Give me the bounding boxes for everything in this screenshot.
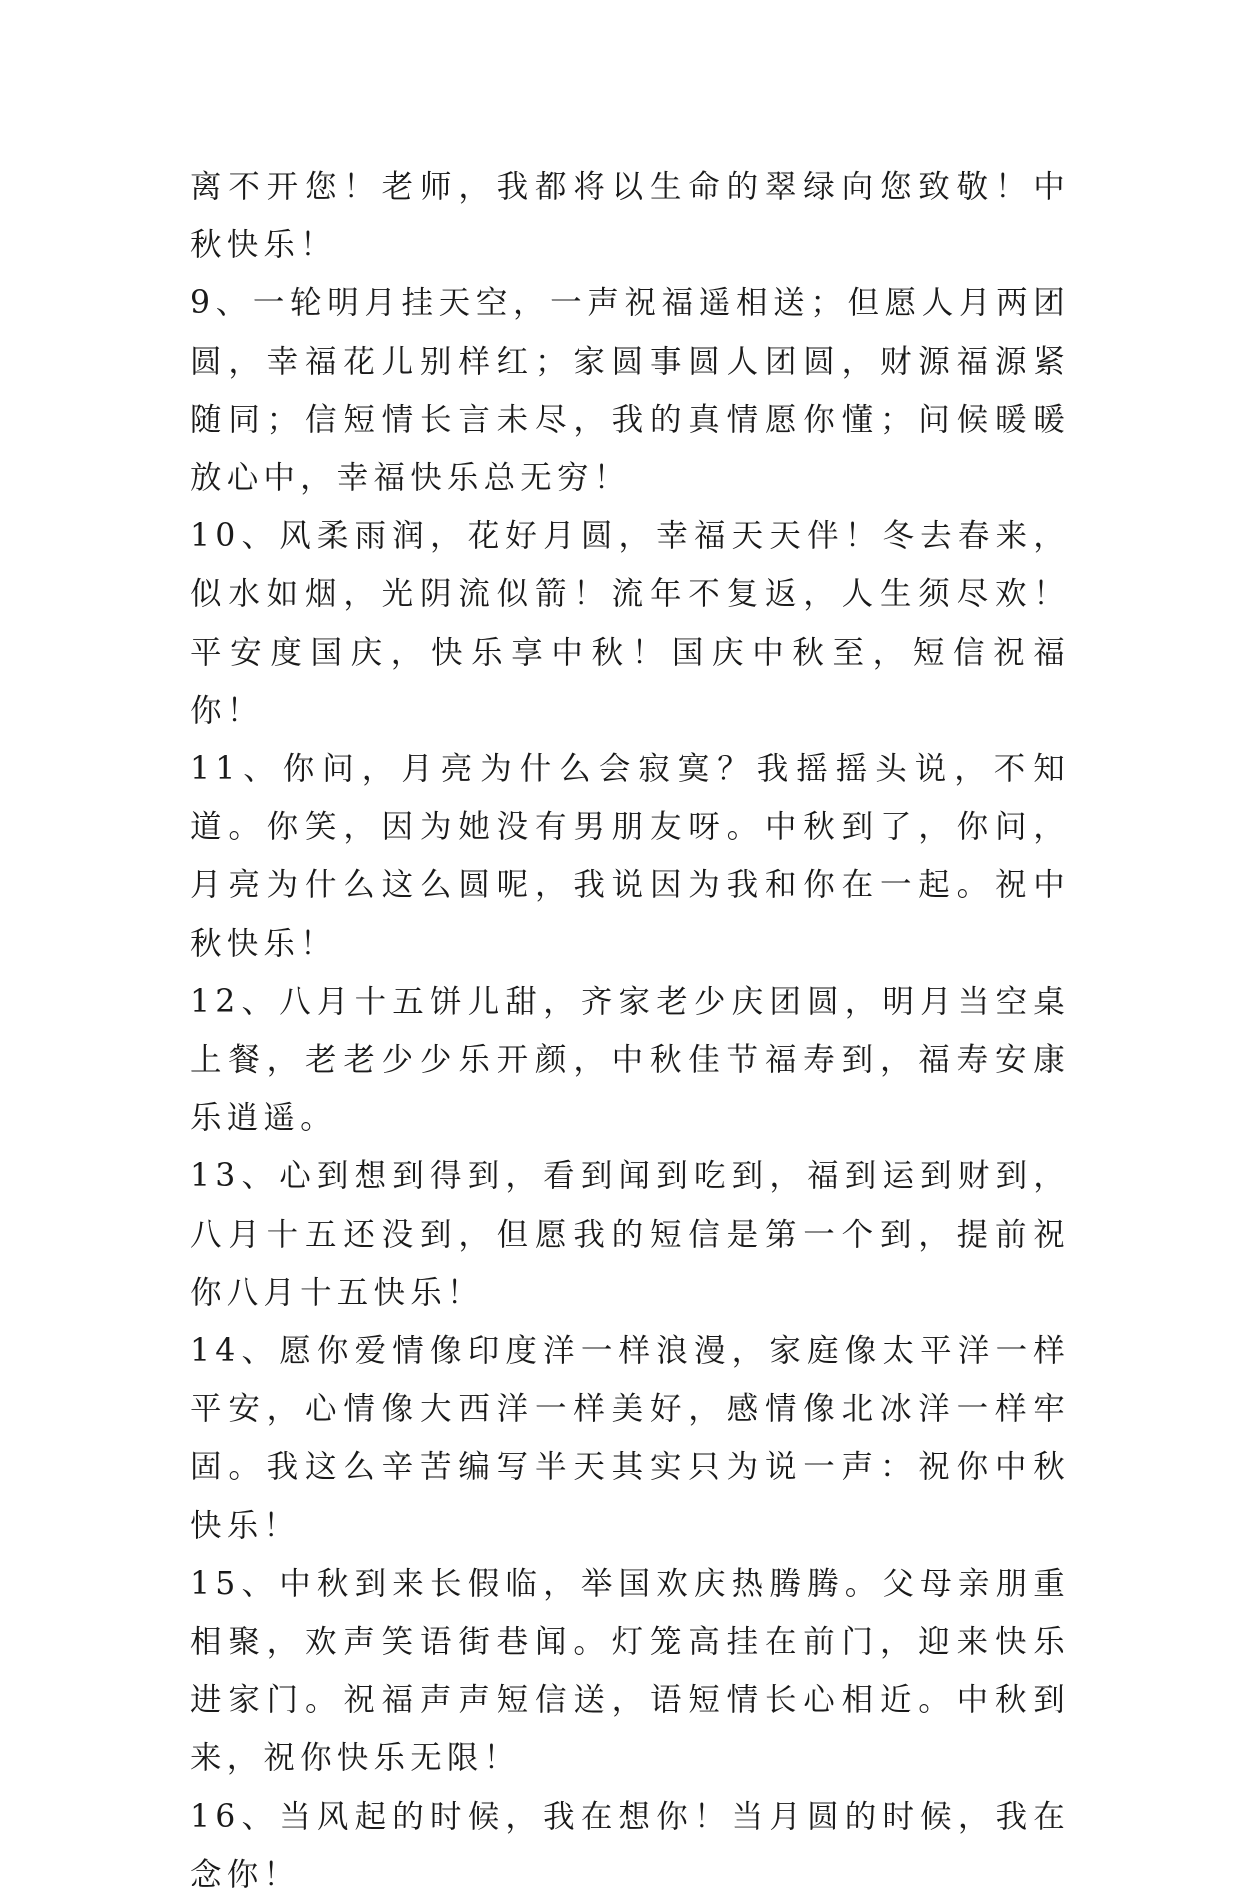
paragraph-item-13: 13、心到想到得到，看到闻到吃到，福到运到财到，八月十五还没到，但愿我的短信是第一个到，提前祝你八月十五快乐！ — [190, 1158, 1070, 1311]
paragraph-item-14: 14、愿你爱情像印度洋一样浪漫，家庭像太平洋一样平安，心情像大西洋一样美好，感情像北冰洋一样牢固。我这么辛苦编写半天其实只为说一声：祝你中秋快乐！ — [190, 1333, 1070, 1544]
paragraph-item-9: 9、一轮明月挂天空，一声祝福遥相送；但愿人月两团圆，幸福花儿别样红；家圆事圆人团圆，财源福源紧随同；信短情长言未尽，我的真情愿你懂；问候暖暖放心中，幸福快乐总无穷！ — [190, 285, 1070, 497]
paragraph-continuation: 离不开您！老师，我都将以生命的翠绿向您致敬！中秋快乐！ — [190, 169, 1070, 264]
paragraph-item-10: 10、风柔雨润，花好月圆，幸福天天伴！冬去春来，似水如烟，光阴流似箭！流年不复返，人生须尽欢！平安度国庆，快乐享中秋！国庆中秋至，短信祝福你！ — [190, 518, 1070, 729]
paragraph-item-11: 11、你问，月亮为什么会寂寞？我摇摇头说，不知道。你笑，因为她没有男朋友呀。中秋到了，你问，月亮为什么这么圆呢，我说因为我和你在一起。祝中秋快乐！ — [190, 751, 1070, 962]
document-page — [190, 158, 1070, 1904]
paragraph-item-16: 16、当风起的时候，我在想你！当月圆的时候，我在念你！ — [190, 1798, 1070, 1893]
paragraph-item-12: 12、八月十五饼儿甜，齐家老少庆团圆，明月当空桌上餐，老老少少乐开颜，中秋佳节福寿到，福寿安康乐逍遥。 — [190, 983, 1070, 1137]
paragraph-item-15: 15、中秋到来长假临，举国欢庆热腾腾。父母亲朋重相聚，欢声笑语街巷闻。灯笼高挂在前门，迎来快乐进家门。祝福声声短信送，语短情长心相近。中秋到来，祝你快乐无限！ — [190, 1565, 1070, 1777]
